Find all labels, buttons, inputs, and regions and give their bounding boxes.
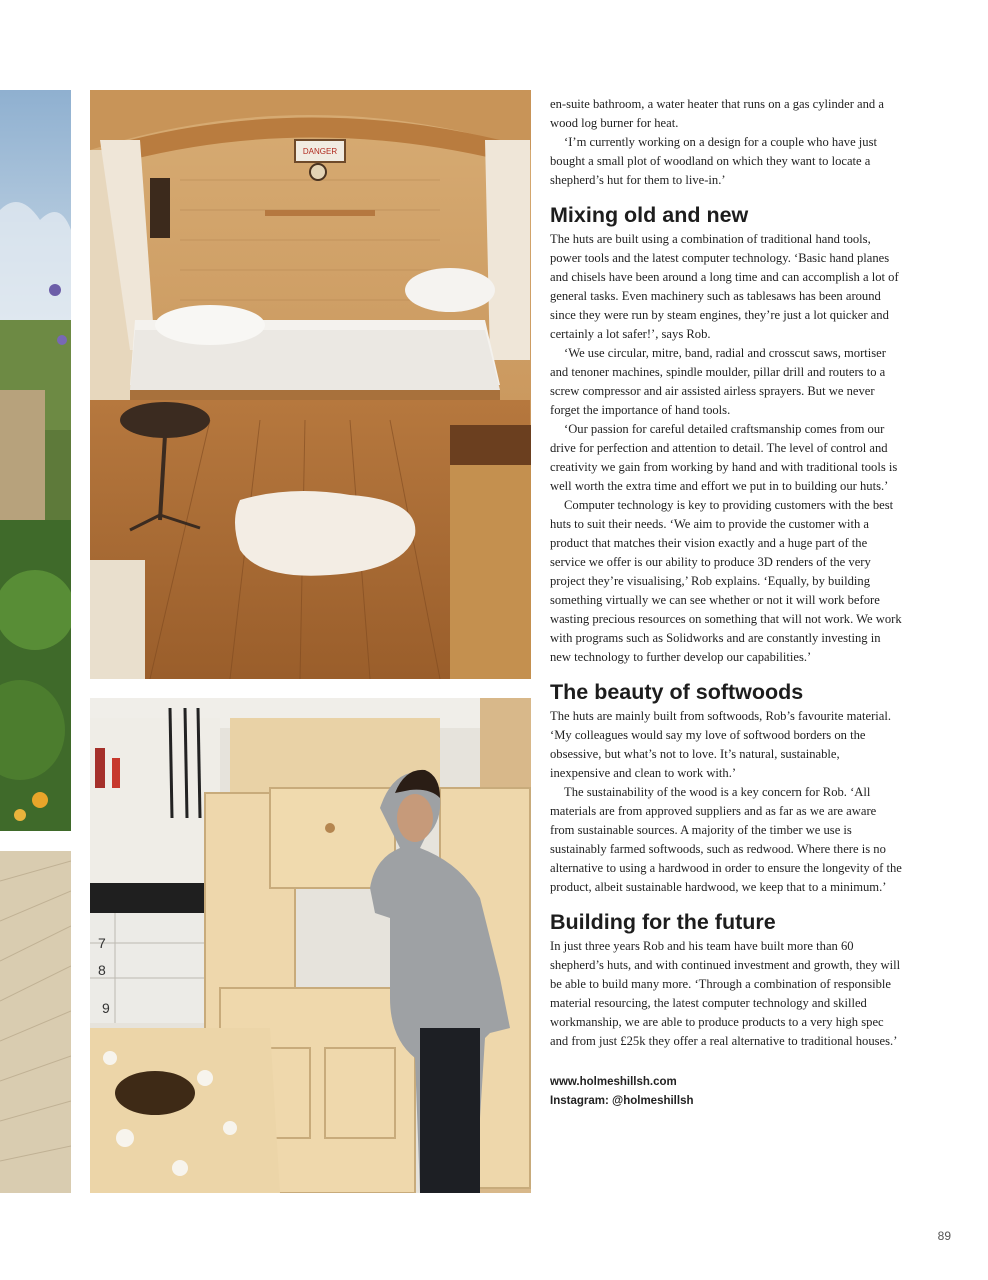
credits xyxy=(550,1073,902,1111)
section-heading: The beauty of softwoods xyxy=(550,680,804,704)
article-column xyxy=(550,95,902,1111)
website-link[interactable]: www.holmeshillsh.com xyxy=(550,1076,677,1088)
instagram-handle[interactable]: Instagram: @holmeshillsh xyxy=(550,1095,694,1107)
article-paragraph: The huts are mainly built from softwoods, Rob’s favourite material. ‘My colleagues would say my love of softwood borders on the obsessive, but what’s not to love. It’s natural, sustainable, inexpensive and clean to work with.’ xyxy=(550,709,892,780)
drawer-number-8: 8 xyxy=(98,962,106,978)
article-paragraph: ‘I’m currently working on a design for a couple who have just bought a small plot of woodland on which they want to locate a shepherd’s hut for them to live-in.’ xyxy=(550,135,878,187)
garden-photo xyxy=(0,90,71,831)
article-paragraph: ‘Our passion for careful detailed craftsmanship comes from our drive for perfection and attention to detail. The level of control and creativity we gain from working by hand and with traditional tools is well worth the extra time and effort we put in to building our huts.’ xyxy=(550,422,898,493)
drawer-number-9: 9 xyxy=(102,1000,110,1016)
hut-interior-photo xyxy=(90,90,531,679)
article-paragraph: en-suite bathroom, a water heater that runs on a gas cylinder and a wood log burner for heat. xyxy=(550,97,884,130)
danger-sign-text: DANGER xyxy=(302,147,338,156)
wood-panel-photo xyxy=(0,851,71,1193)
section-heading: Building for the future xyxy=(550,910,776,934)
workshop-photo xyxy=(90,698,531,1193)
article-paragraph: The sustainability of the wood is a key concern for Rob. ‘All materials are from approved suppliers and as far as we are aware from sustainable sources. A majority of the timber we use is sustainably farmed softwoods, such as redwood. Where there is no alternative to using a hardwood in order to ensure the longevity of the product, albeit sustainable hardwood, we keep that to a minimum.’ xyxy=(550,785,902,894)
article-paragraph: The huts are built using a combination of traditional hand tools, power tools and the latest computer technology. ‘Basic hand planes and chisels have been around a long time and can accomplish a lot of general tasks. Even machinery such as tablesaws has been around since they were run by steam engines, they’re just a lot quicker and certainly a lot safer!’, says Rob. xyxy=(550,232,899,341)
article-paragraph: Computer technology is key to providing customers with the best huts to suit their needs. ‘We aim to provide the customer with a product that matches their vision exactly and a huge part of the service we offer is our ability to produce 3D renders of the very project they’re visualising,’ Rob explains. ‘Equally, by building something virtually we can see whether or not it will work before wasting precious resources on something that will not work. We work with programs such as Solidworks and are constantly investing in new technology to further develop our capabilities.’ xyxy=(550,498,902,664)
section-heading: Mixing old and new xyxy=(550,203,749,227)
page-number: 89 xyxy=(937,1229,951,1243)
article-paragraph: ‘We use circular, mitre, band, radial and crosscut saws, mortiser and tenoner machines, spindle moulder, pillar drill and routers to a screw compressor and air assisted airless sprayers. But we never forget the importance of hand tools. xyxy=(550,346,886,417)
article-paragraph: In just three years Rob and his team have built more than 60 shepherd’s huts, and with continued investment and growth, they will be able to build many more. ‘Through a combination of responsible material resourcing, the latest computer technology and skilled workmanship, we are able to produce products to a very high spec and from just £25k they offer a real alternative to traditional houses.’ xyxy=(550,939,901,1048)
drawer-number-7: 7 xyxy=(98,935,106,951)
